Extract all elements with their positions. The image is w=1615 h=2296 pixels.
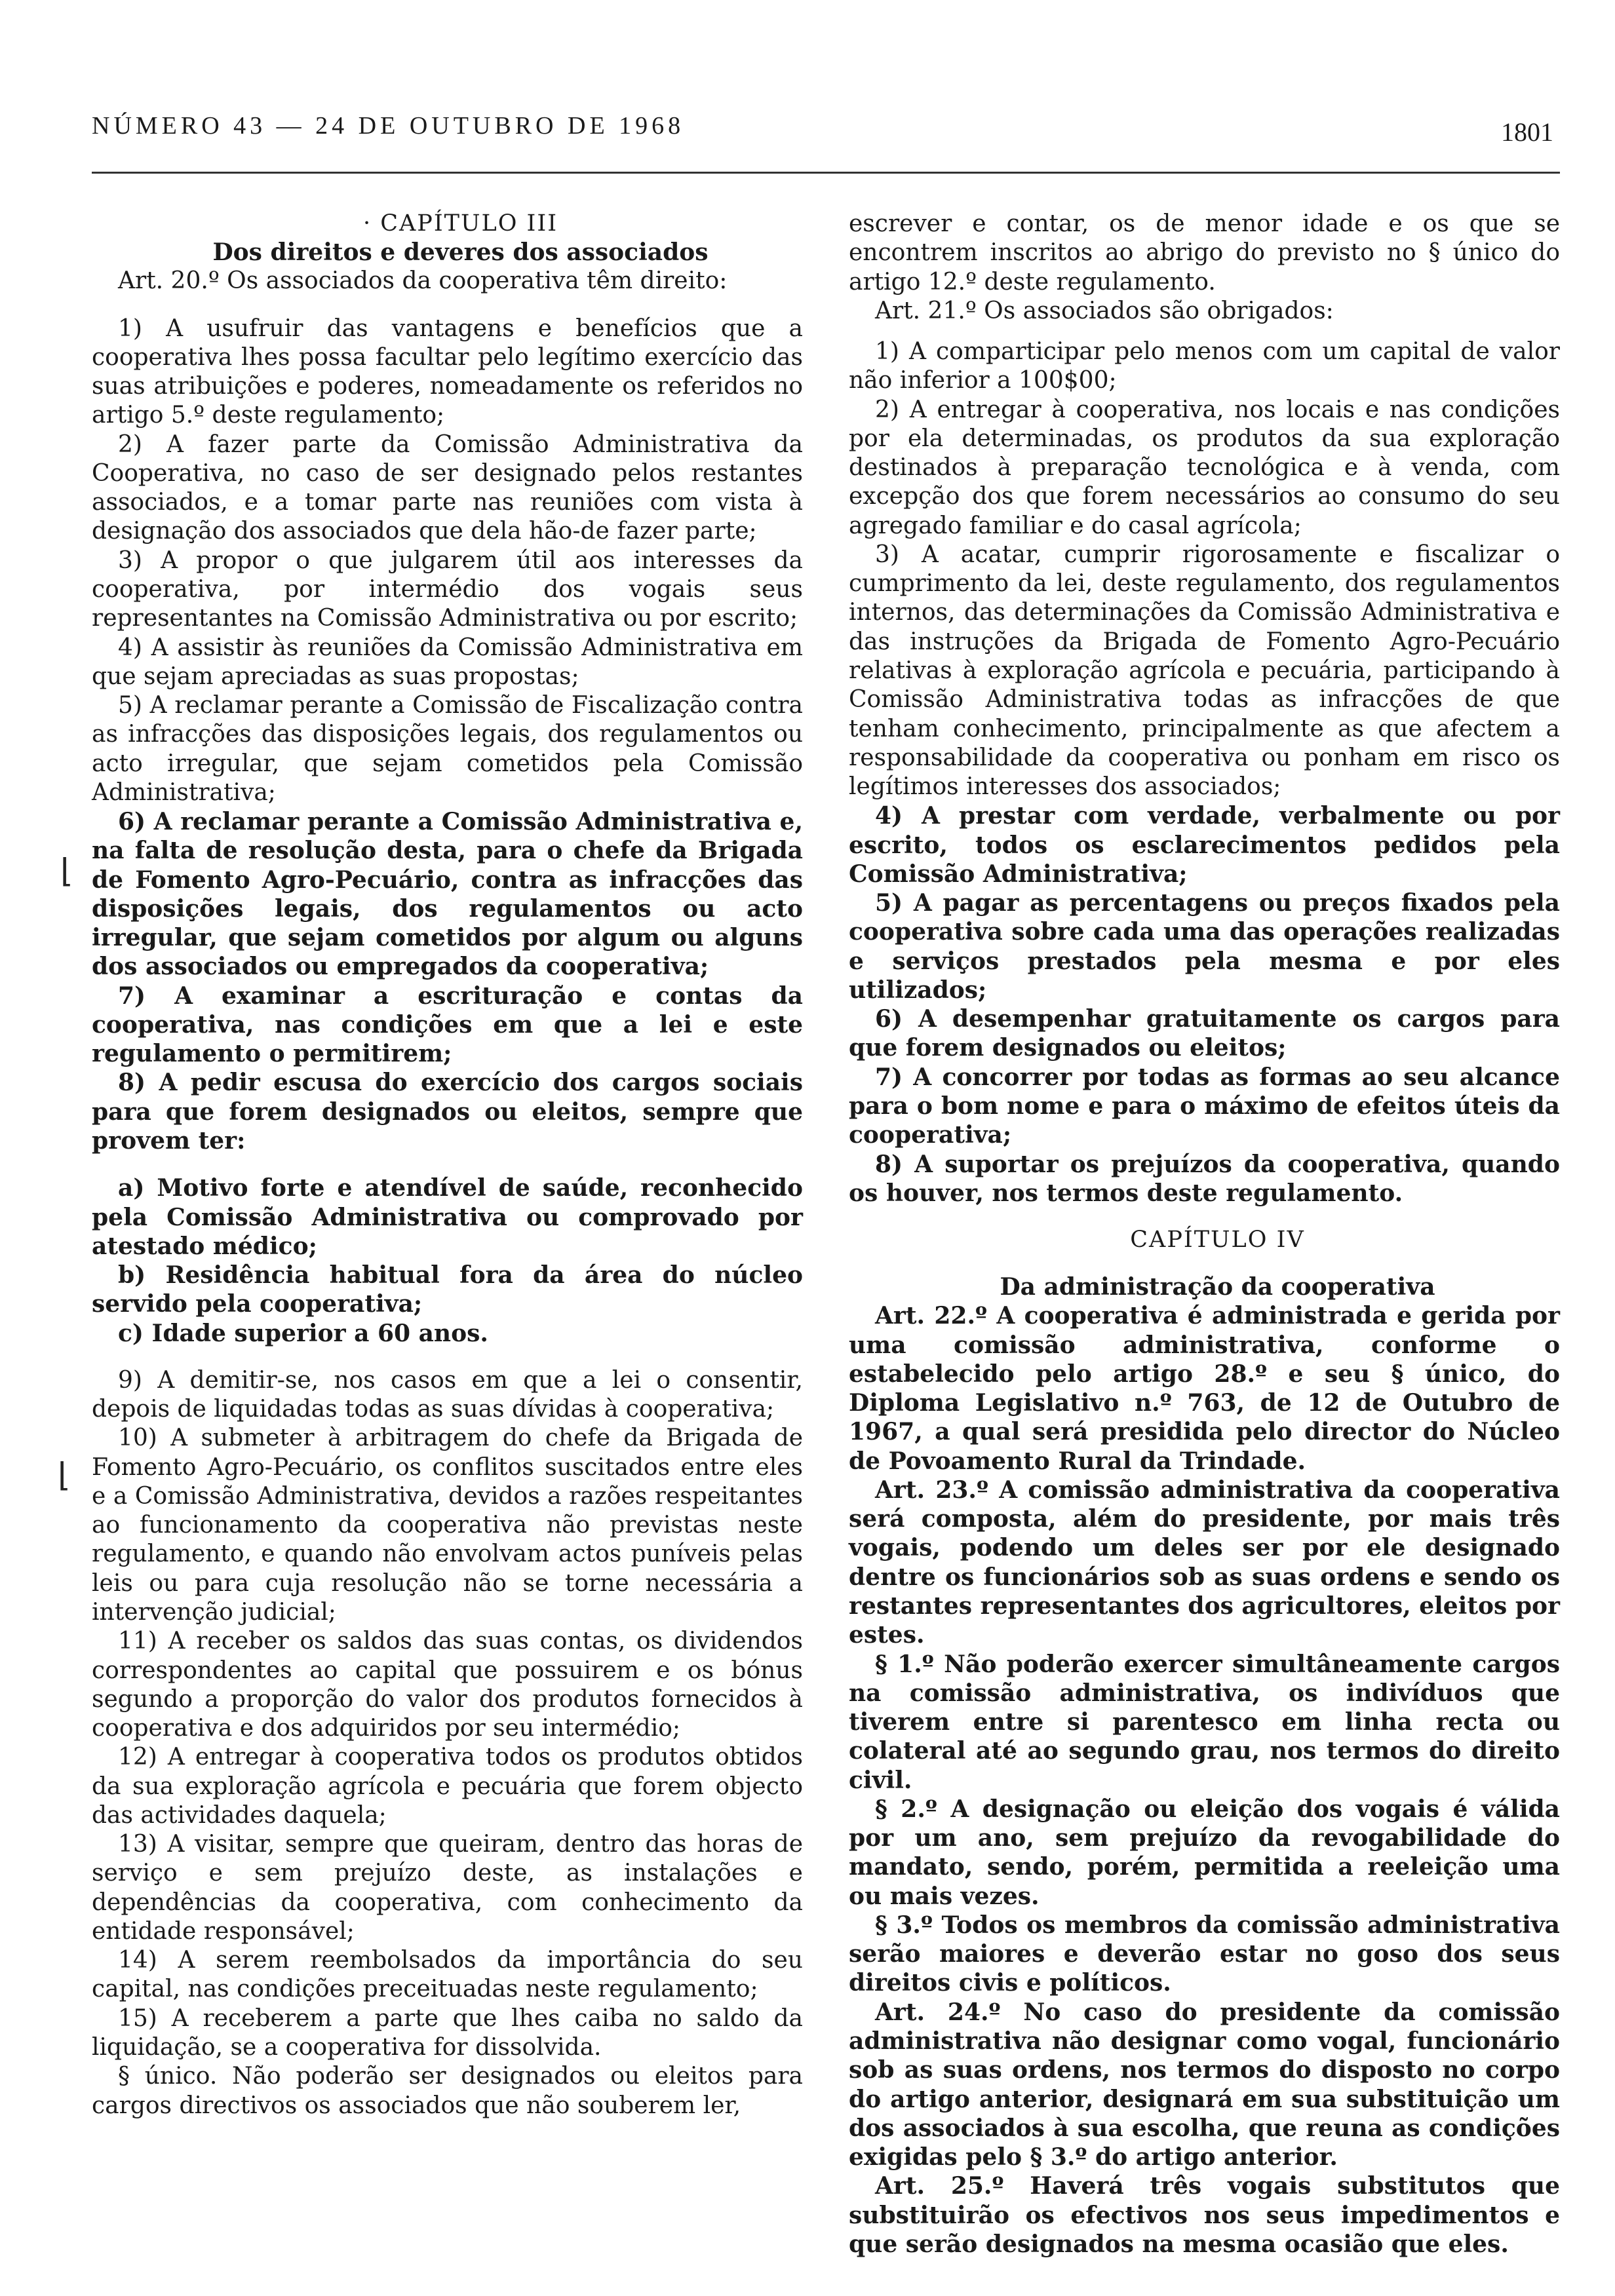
list-item: 12) A entregar à cooperativa todos os produtos obtidos da sua exploração agrícola e pecuária que forem objecto das actividades daquela; [92, 1744, 803, 1829]
article-paragraph: § 3.º Todos os membros da comissão administrativa serão maiores e deverão estar no goso dos seus direitos civis e políticos. [849, 1911, 1560, 1997]
list-item: 14) A serem reembolsados da importância do seu capital, nas condições preceituadas neste regulamento; [92, 1947, 803, 2003]
page-header [92, 111, 1553, 157]
article-paragraph: Art. 23.º A comissão administrativa da cooperativa será composta, além do presidente, por mais três vogais, podendo um deles ser por ele designado dentre os funcionários sob as suas ordens e sendo os restantes representantes dos agricultores, eleitos por estes. [849, 1476, 1560, 1649]
list-item: 1) A comparticipar pelo menos com um capital de valor não inferior a 100$00; [849, 338, 1560, 394]
list-item: 3) A acatar, cumprir rigorosamente e fiscalizar o cumprimento da lei, deste regulamento, dos regulamentos internos, das determinações da Comissão Administrativa e das instruções da Brigada de Fomento Agro-Pecuário relativas à exploração agrícola e pecuária, participando à Comissão Administrativa todas as infracções de que tenham conhecimento, principalmente as que afectem a responsabilidade da cooperativa ou ponham em risco os legítimos interesses dos associados; [849, 541, 1560, 801]
right-column [849, 210, 1560, 2259]
list-item: 2) A entregar à cooperativa, nos locais e nas condições por ela determinadas, os produtos da sua exploração destinados à preparação tecnológica e à venda, com excepção dos que forem necessários ao consumo do seu agregado familiar e do casal agrícola; [849, 396, 1560, 539]
list-item: 6) A reclamar perante a Comissão Administrativa e, na falta de resolução desta, para o chefe da Brigada de Fomento Agro-Pecuário, contra as infracções das disposições legais, dos regulamentos ou acto irregular, que sejam cometidos por algum ou alguns dos associados ou empregados da cooperativa; [92, 808, 803, 981]
list-item: 13) A visitar, sempre que queiram, dentro das horas de serviço e sem prejuízo deste, as instalações e dependências da cooperativa, com conhecimento da entidade responsável; [92, 1831, 803, 1945]
article-paragraph: Art. 24.º No caso do presidente da comissão administrativa não designar como vogal, funcionário sob as suas ordens, nos termos do disposto no corpo do artigo anterior, designará em sua substituição um dos associados à sua escolha, que reuna as condições exigidas pelo § 3.º do artigo anterior. [849, 1998, 1560, 2172]
list-item: 8) A suportar os prejuízos da cooperativa, quando os houver, nos termos deste regulamento. [849, 1150, 1560, 1207]
list-item: 15) A receberem a parte que lhes caiba no saldo da liquidação, se a cooperativa for dissolvida. [92, 2004, 803, 2061]
list-item: 6) A desempenhar gratuitamente os cargos para que forem designados ou eleitos; [849, 1005, 1560, 1062]
list-item: § único. Não poderão ser designados ou eleitos para cargos directivos os associados que não souberem ler, [92, 2063, 803, 2119]
article-21: Art. 21.º Os associados são obrigados: [875, 297, 1334, 324]
list-item: 4) A prestar com verdade, verbalmente ou por escrito, todos os esclarecimentos pedidos pela Comissão Administrativa; [849, 802, 1560, 888]
article-20: Art. 20.º Os associados da cooperativa têm direito: [118, 267, 728, 295]
continuation-text: escrever e contar, os de menor idade e os que se encontrem inscritos ao abrigo do previsto no § único do artigo 12.º deste regulamento. [849, 210, 1560, 296]
list-item: 10) A submeter à arbitragem do chefe da Brigada de Fomento Agro-Pecuário, os conflitos suscitados entre eles e a Comissão Administrativa, devidos a razões respeitantes ao funcionamento da cooperativa não previstas neste regulamento, e quando não envolvam actos puníveis pelas leis ou para cuja resolução não se torne necessária a intervenção judicial; [92, 1425, 803, 1626]
chapter-heading: CAPÍTULO IV [1130, 1227, 1305, 1253]
section-heading: Da administração da cooperativa [1000, 1273, 1435, 1301]
left-column [92, 210, 803, 2120]
section-heading: Dos direitos e deveres dos associados [212, 239, 709, 267]
sub-item: b) Residência habitual fora da área do núcleo servido pela cooperativa; [92, 1261, 803, 1318]
issue-line: NÚMERO 43 — 24 DE OUTUBRO DE 1968 [92, 112, 685, 140]
article-paragraph: Art. 25.º Haverá três vogais substitutos que substituirão os efectivos nos seus impedimentos e que serão designados na mesma ocasião que eles. [849, 2172, 1560, 2258]
list-item: 5) A reclamar perante a Comissão de Fiscalização contra as infracções das disposições legais, dos regulamentos ou acto irregular, que sejam cometidos pela Comissão Administrativa; [92, 692, 803, 806]
sub-item: a) Motivo forte e atendível de saúde, reconhecido pela Comissão Administrativa ou comprovado por atestado médico; [92, 1174, 803, 1260]
list-item: 11) A receber os saldos das suas contas, os dividendos correspondentes ao capital que possuirem e os bónus segundo a proporção do valor dos produtos fornecidos à cooperativa e dos adquiridos por seu intermédio; [92, 1628, 803, 1742]
margin-check-icon: ⌊ [58, 1456, 71, 1494]
article-paragraph: § 1.º Não poderão exercer simultâneamente cargos na comissão administrativa, os indivíduos que tiverem entre si parentesco em linha recta ou colateral até ao segundo grau, nos termos do direito civil. [849, 1650, 1560, 1794]
list-item: 2) A fazer parte da Comissão Administrativa da Cooperativa, no caso de ser designado pelos restantes associados, e a tomar parte nas reuniões com vista à designação dos associados que dela hão-de fazer parte; [92, 430, 803, 545]
list-item: 7) A examinar a escrituração e contas da cooperativa, nas condições em que a lei e este regulamento o permitirem; [92, 982, 803, 1068]
list-item: 8) A pedir escusa do exercício dos cargos sociais para que forem designados ou eleitos, sempre que provem ter: [92, 1069, 803, 1155]
list-item: 7) A concorrer por todas as formas ao seu alcance para o bom nome e para o máximo de efeitos úteis da cooperativa; [849, 1063, 1560, 1149]
chapter-heading: · CAPÍTULO III [362, 210, 558, 237]
list-item: 1) A usufruir das vantagens e benefícios que a cooperativa lhes possa facultar pelo legítimo exercício das suas atribuições e poderes, nomeadamente os referidos no artigo 5.º deste regulamento; [92, 315, 803, 429]
margin-check-icon: ⌊ [60, 852, 73, 890]
article-paragraph: § 2.º A designação ou eleição dos vogais é válida por um ano, sem prejuízo da revogabilidade do mandato, sendo, porém, permitida a reeleição uma ou mais vezes. [849, 1795, 1560, 1910]
sub-item: c) Idade superior a 60 anos. [118, 1319, 488, 1347]
page-number: 1801 [1501, 117, 1553, 147]
list-item: 4) A assistir às reuniões da Comissão Administrativa em que sejam apreciadas as suas propostas; [92, 634, 803, 690]
list-item: 3) A propor o que julgarem útil aos interesses da cooperativa, por intermédio dos vogais seus representantes na Comissão Administrativa ou por escrito; [92, 546, 803, 632]
list-item: 9) A demitir-se, nos casos em que a lei o consentir, depois de liquidadas todas as suas dívidas à cooperativa; [92, 1366, 803, 1423]
article-paragraph: Art. 22.º A cooperativa é administrada e gerida por uma comissão administrativa, conforme o estabelecido pelo artigo 28.º e seu § único, do Diploma Legislativo n.º 763, de 12 de Outubro de 1967, a qual será presidida pelo director do Núcleo de Povoamento Rural da Trindade. [849, 1302, 1560, 1475]
header-rule [92, 172, 1560, 174]
list-item: 5) A pagar as percentagens ou preços fixados pela cooperativa sobre cada uma das operações realizadas e serviços prestados pela mesma e por eles utilizados; [849, 889, 1560, 1004]
